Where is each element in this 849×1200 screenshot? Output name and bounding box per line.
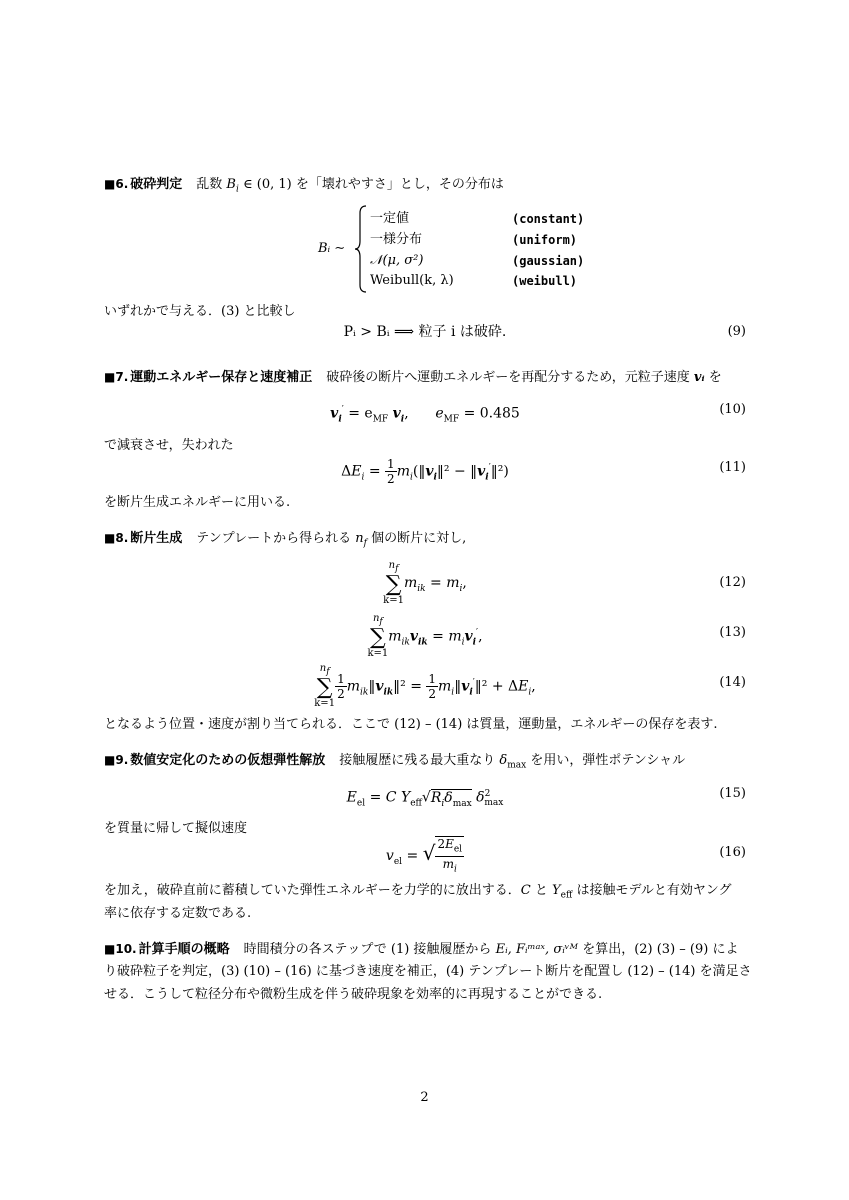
equation-9: [104, 312, 746, 352]
equation-12: [104, 560, 746, 606]
equation-16-body: $v_{el}$ = √ $\frac{2E_{el}}{m_i}$: [385, 836, 463, 875]
equation-9-number: (9): [727, 324, 746, 339]
section-7-intro: ■7. 運動エネルギー保存と速度補正 破砕後の断片へ運動エネルギーを再配分するため，元粒子速度 vᵢ を: [104, 370, 722, 385]
equation-13: [104, 610, 746, 660]
equation-12-body: $n_f$ ∑ $k=1m_{ik} = m_i$,: [383, 559, 467, 606]
section-7-heading: ■7. 運動エネルギー保存と速度補正: [104, 370, 313, 385]
equation-10: [104, 390, 746, 430]
section-9-heading: ■9. 数値安定化のための仮想弾性解放: [104, 753, 326, 768]
section-7-text3: を断片生成エネルギーに用いる.: [104, 495, 291, 510]
section-10-line3: せる．こうして粒径分布や微粉生成を伴う破砕現象を効率的に再現することができる.: [104, 987, 603, 1002]
cases-lhs: Bᵢ ∼: [318, 241, 346, 256]
page-number: 2: [420, 1090, 429, 1105]
equation-16-number: (16): [719, 845, 746, 860]
case-row-gaussian: 𝒩(μ, σ²) (gaussian): [370, 253, 585, 268]
equation-11-body: $\Delta E_i$ = $\frac{1}{2}$ $m_i(‖v_i‖^2$ − $‖v_i'‖^2$): [341, 457, 509, 487]
compare-text: いずれかで与える．(3) と比較し: [104, 304, 296, 319]
case-row-weibull: Weibull(k, λ) (weibull): [370, 273, 578, 288]
equation-14-body: $n_f$ ∑ k=1 $\frac{1}{2}$ $m_{ik}‖v_{ik}‖^2$ = $\frac{1}{2}$ $m_i‖v_i'‖^2 + \Delta E_i$,: [314, 663, 536, 710]
equation-11-number: (11): [719, 460, 746, 475]
equation-15-body: $E_{el} = C$ $Y_{eff}√R_i\delta_{max}$ $\delta^2_{max}$: [346, 789, 504, 809]
section-8-intro: ■8. 断片生成 テンプレートから得られる $n_f$ 個の断片に対し,: [104, 531, 467, 549]
equation-15: [104, 774, 746, 814]
section-10-line2: り破砕粒子を判定，(3) (10) – (16) に基づき速度を補正，(4) テンプレート断片を配置し (12) – (14) を満足さ: [104, 964, 752, 979]
equation-13-body: $n_f$ ∑ $k=1m_{ik}v_{ik} = m_iv_i'$,: [367, 613, 483, 660]
section-6-heading: ■6. 破砕判定: [104, 177, 183, 192]
equation-14-number: (14): [719, 675, 746, 690]
equation-13-number: (13): [719, 625, 746, 640]
section-8-heading: ■8. 断片生成: [104, 531, 183, 546]
section-7-text2: で減衰させ，失われた: [104, 438, 234, 453]
section-9-intro: ■9. 数値安定化のための仮想弾性解放 接触履歴に残る最大重なり $\delta_{max}$ を用い，弾性ポテンシャル: [104, 753, 686, 771]
section-8-text-after: となるよう位置・速度が割り当てられる．ここで (12) – (14) は質量，運動量，エネルギーの保存を表す.: [104, 717, 718, 732]
section-10-line1: ■10. 計算手順の概略 時間積分の各ステップで (1) 接触履歴から Eᵢ, Fᵢᵐᵃˣ, σᵢᵛᴹ を算出，(2) (3) – (9) によ: [104, 942, 739, 957]
section-9-text2: を質量に帰して擬似速度: [104, 821, 248, 836]
section-10-heading: ■10. 計算手順の概略: [104, 942, 230, 957]
equation-14: [104, 660, 746, 710]
case-row-uniform: 一様分布 (uniform): [370, 232, 578, 247]
section-9-text4: 率に依存する定数である.: [104, 906, 252, 921]
left-brace-icon: [354, 205, 368, 293]
equation-11: [104, 448, 746, 488]
equation-16: [104, 830, 746, 876]
equation-10-number: (10): [719, 402, 746, 417]
equation-9-body: Pᵢ > Bᵢ ⟹ 粒子 i は破砕.: [343, 324, 507, 340]
equation-10-body: $v_i' = e_{MF}$ $v_i$, $e_{MF} = 0.485$: [330, 405, 520, 425]
section-6-intro: ■6. 破砕判定 乱数 $B_i$ ∈ (0, 1) を「壊れやすさ」とし，その分布は: [104, 177, 504, 195]
equation-12-number: (12): [719, 575, 746, 590]
equation-15-number: (15): [719, 786, 746, 801]
case-row-constant: 一定値 (constant): [370, 211, 585, 226]
distribution-cases: [318, 205, 618, 295]
section-9-text3: を加え，破砕直前に蓄積していた弾性エネルギーを力学的に放出する．C と $Y_{eff}$ は接触モデルと有効ヤング: [104, 883, 732, 901]
